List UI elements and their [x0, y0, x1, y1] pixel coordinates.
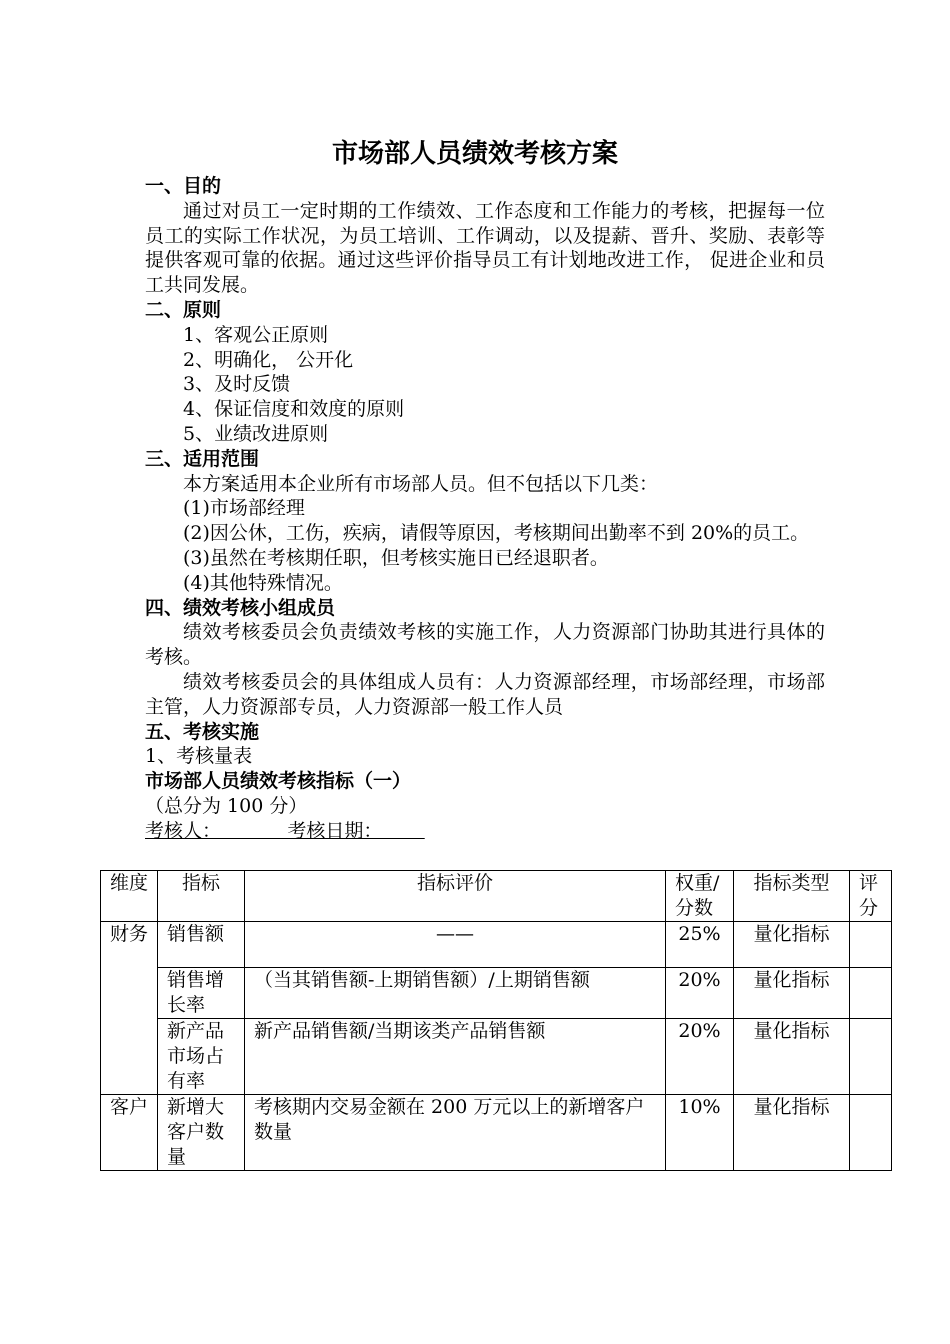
section-heading-implementation: 五、考核实施	[145, 720, 260, 743]
scope-item: (1)市场部经理	[183, 497, 305, 520]
table-row	[101, 1019, 892, 1095]
principle-item: 5、业绩改进原则	[183, 422, 329, 445]
table-title: 市场部人员绩效考核指标（一）	[145, 770, 412, 793]
document-title: 市场部人员绩效考核方案	[331, 139, 618, 169]
type-cell: 量化指标	[734, 1019, 850, 1095]
section-heading-purpose: 一、目的	[145, 175, 222, 197]
weight-cell: 25%	[666, 922, 734, 968]
type-cell: 量化指标	[734, 1095, 850, 1171]
section-heading-scope: 三、适用范围	[145, 447, 260, 470]
document-body	[145, 174, 825, 844]
header-type: 指标类型	[734, 871, 850, 922]
header-indicator: 指标	[158, 871, 245, 922]
header-weight: 权重/分数	[666, 871, 734, 922]
total-score-note: （总分为 100 分）	[145, 794, 308, 817]
evaluation-cell: 考核期内交易金额在 200 万元以上的新增客户数量	[245, 1095, 666, 1171]
score-cell	[850, 922, 892, 968]
evaluation-cell: 新产品销售额/当期该类产品销售额	[245, 1019, 666, 1095]
team-paragraph-1: 绩效考核委员会负责绩效考核的实施工作，人力资源部门协助其进行具体的考核。	[145, 621, 825, 669]
evaluation-cell: ——	[245, 922, 666, 968]
evaluation-cell: （当其销售额-上期销售额）/上期销售额	[245, 968, 666, 1019]
score-cell	[850, 1095, 892, 1171]
dimension-cell: 客户	[101, 1095, 158, 1171]
implementation-sub: 1、考核量表	[145, 745, 253, 768]
principle-item: 3、及时反馈	[183, 373, 291, 396]
header-evaluation: 指标评价	[245, 871, 666, 922]
principle-item: 2、明确化， 公开化	[183, 348, 354, 371]
indicator-cell: 新增大客户数量	[158, 1095, 245, 1171]
weight-cell: 20%	[666, 1019, 734, 1095]
indicator-cell: 销售额	[158, 922, 245, 968]
principle-item: 4、保证信度和效度的原则	[183, 398, 405, 421]
indicator-cell: 新产品市场占有率	[158, 1019, 245, 1095]
team-paragraph-2: 绩效考核委员会的具体组成人员有：人力资源部经理，市场部经理，市场部主管，人力资源部专员，人力资源部一般工作人员	[145, 670, 825, 718]
score-cell	[850, 1019, 892, 1095]
header-dimension: 维度	[101, 871, 158, 922]
kpi-table	[100, 870, 892, 1171]
table-row	[101, 1095, 892, 1171]
scope-intro: 本方案适用本企业所有市场部人员。但不包括以下几类：	[183, 472, 659, 495]
table-header-row	[101, 871, 892, 922]
table-row	[101, 968, 892, 1019]
principle-item: 1、客观公正原则	[183, 323, 329, 346]
indicator-cell: 销售增长率	[158, 968, 245, 1019]
score-cell	[850, 968, 892, 1019]
scope-item: (2)因公休，工伤，疾病，请假等原因，考核期间出勤率不到 20%的员工。	[183, 522, 810, 545]
signature-line: 考核人： 考核日期：	[145, 819, 425, 842]
section-heading-team: 四、绩效考核小组成员	[145, 596, 336, 619]
purpose-paragraph: 通过对员工一定时期的工作绩效、工作态度和工作能力的考核，把握每一位员工的实际工作状况，为员工培训、工作调动，以及提薪、晋升、奖励、表彰等提供客观可靠的依据。通过这些评价指导员工有计划地改进工作， 促进企业和员工共同发展。	[145, 199, 825, 297]
section-heading-principles: 二、原则	[145, 298, 222, 321]
weight-cell: 10%	[666, 1095, 734, 1171]
dimension-cell: 财务	[101, 922, 158, 1095]
type-cell: 量化指标	[734, 968, 850, 1019]
scope-item: (4)其他特殊情况。	[183, 571, 343, 594]
table-row	[101, 922, 892, 968]
weight-cell: 20%	[666, 968, 734, 1019]
scope-item: (3)虽然在考核期任职，但考核实施日已经退职者。	[183, 546, 609, 569]
type-cell: 量化指标	[734, 922, 850, 968]
header-score: 评分	[850, 871, 892, 922]
